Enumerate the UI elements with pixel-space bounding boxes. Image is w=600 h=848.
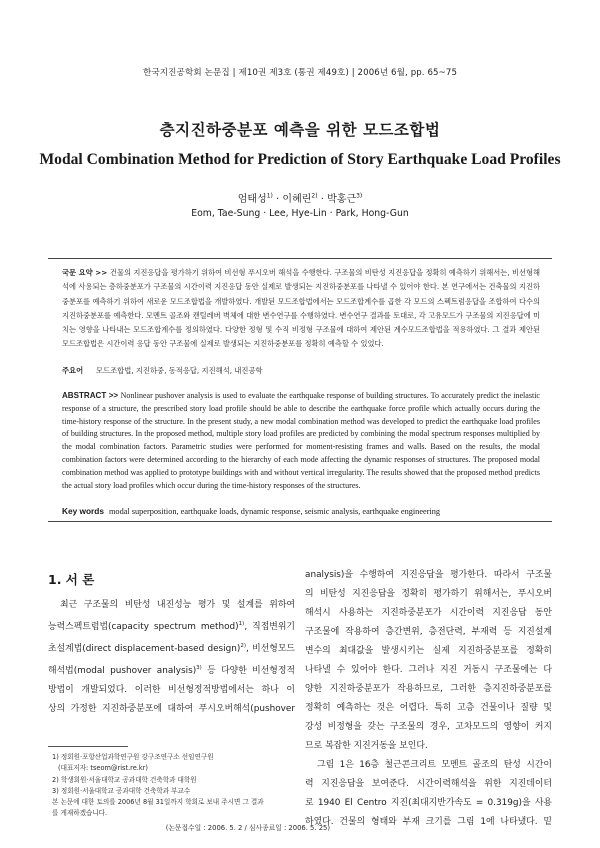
abstract-korean-lead: 국문 요약 >>: [62, 268, 110, 277]
keywords-korean-lead: 주요어: [62, 366, 84, 375]
body-column-right: [305, 566, 552, 832]
body-line: 양한 지진하중분포가 작용하므로, 그러한 층지진하중분포를: [305, 684, 552, 694]
body-line: 력 지진응답을 보여준다. 시간이력해석을 위한 지진데이터: [305, 779, 552, 789]
keywords-korean-text: 모드조합법, 지진하중, 동적응답, 지진해석, 내진공학: [96, 366, 263, 375]
citation-mark: 1): [238, 621, 245, 627]
body-line: 최근 구조물의 비탄성 내진성능 평가 및 설계를 위하여: [60, 600, 295, 610]
footnotes: [52, 752, 297, 820]
body-line: 능력스펙트럼법(capacity spectrum method)$^{1)}$, 직접변위기: [48, 621, 295, 632]
keywords-korean: [62, 366, 540, 376]
body-column-left: [48, 596, 295, 719]
footnote-line: 를 게재하겠습니다.: [52, 809, 108, 818]
body-line: 해석법(modal pushover analysis)$^{3)}$ 등 다양한 비선형정적: [48, 664, 295, 676]
paper-title-english: Modal Combination Method for Prediction of Story Earthquake Load Profiles: [39, 151, 561, 168]
citation-mark: 3): [196, 664, 202, 671]
author-mark: 2): [311, 192, 318, 200]
keywords-english-text: modal superposition, earthquake loads, dynamic response, seismic analysis, earthquake engineering: [108, 507, 441, 516]
received-dates: (논문접수일 : 2006. 5. 2 / 심사종료일 : 2006. 5. 25): [165, 824, 330, 832]
body-line: 상의 가정한 지진하중분포에 대하여 푸시오버해석(pushover: [48, 703, 295, 714]
keywords-english-lead: Key words: [62, 506, 104, 516]
abstract-korean-text: 건물의 지진응답을 평가하기 위하여 비선형 푸시오버 해석을 수행한다. 구조물의 비탄성 지진응답을 정확히 예측하기 위해서는, 비선형해석에 사용되는 층하중분포가 구조물의 시간이력 지진응답 동안 실제로 발생되는 지진하중분포를 나타낼 수 있어야 한다. 본 연구에서는 건축물의 지진하중분포를 예측하기 위하여 새로운 모드조합법을 개발하였다. 개발된 모드조합법에서는 모드조합계수를 곱한 각 모드의 스펙트럼응답을 조합하여 다수의 지진하중분포를 예측한다. 모멘트 골조와 캔틸레버 벽체에 대한 변수연구를 수행하였다. 변수연구 결과를 토대로, 각 고유모드가 구조물의 지진응답에 미치는 영향을 나타내는 모드조합계수를 정의하였다. 다양한 정형 및 수직 비정형 구조물에 대하여 제안된 계수모드조합법을 적용하였다. 그 결과 제안된 모드조합법은 시간이력 응답 동안 구조물에 실제로 발생되는 지진하중분포를 정확히 예측할 수 있었다.: [62, 268, 541, 349]
footnote-line: 본 논문에 대한 토의를 2006년 8월 31일까지 학회로 보내 주시면 그 결과: [52, 798, 264, 807]
abstract-korean: [62, 266, 540, 352]
footnote-rule: [48, 746, 128, 747]
journal-header: 한국지진공학회 논문집 | 제10권 제3호 (통권 제49호) | 2006년 6월, pp. 65~75: [142, 68, 458, 78]
body-line: 정확히 예측하는 것은 어렵다. 특히 고층 건물이나 질량 및: [305, 703, 552, 713]
abstract-english-lead: ABSTRACT >>: [62, 391, 121, 400]
author-name: 박홍근: [327, 194, 357, 205]
body-line: 하였다. 건물의 형태와 부재 크기를 그림 1에 나타냈다. 밑: [305, 817, 552, 827]
body-line: 강성 비정형을 갖는 구조물의 경우, 고차모드의 영향이 커지: [305, 722, 552, 732]
body-line: 나타낼 수 있어야 한다. 그러나 지진 거동시 구조물에는 다: [305, 665, 552, 675]
body-line: 의 비탄성 지진응답을 정확히 평가하기 위해서는, 푸시오버: [305, 589, 552, 599]
body-line: 므로 복잡한 지진거동을 보인다.: [305, 741, 428, 751]
footnote-line: 1) 정회원·포항산업과학연구원 강구조연구소 선임연구원: [52, 753, 214, 761]
author-mark: 3): [356, 192, 363, 200]
footnote-line: 2) 학생회원·서울대학교 공과대학 건축학과 대학원: [52, 775, 197, 784]
author-separator: ·: [317, 194, 328, 205]
author-name: 이혜린: [282, 194, 312, 205]
keywords-english: [62, 506, 540, 516]
body-line: 초설계법(direct displacement-based design)$^{2)}$, 비선형모드: [48, 642, 295, 654]
body-line: 변수의 최대값을 발생시키는 실제 지진하중분포를 정확히: [305, 646, 552, 656]
body-line: 방법이 개발되었다. 이러한 비선형정적방법에서는 하나 이: [48, 684, 295, 695]
paper-title-korean: 층지진하중분포 예측을 위한 모드조합법: [159, 121, 441, 139]
authors-korean: [0, 190, 600, 205]
footnote-line: (대표저자: tseom@rist.re.kr): [58, 764, 148, 773]
author-separator: ·: [272, 194, 283, 205]
body-line: analysis)을 수행하여 지진응답을 평가한다. 따라서 구조물: [305, 570, 552, 580]
section-heading-introduction: 1. 서 론: [48, 572, 95, 587]
citation-mark: 2): [240, 642, 247, 649]
body-line: 구조물에 작용하여 층간변위, 층전단력, 부재력 등 지진설계: [305, 627, 552, 637]
author-mark: 1): [266, 192, 273, 200]
footnote-line: 3) 정회원·서울대학교 공과대학 건축학과 부교수: [52, 786, 191, 795]
body-line: 그림 1은 16층 철근콘크리트 모멘트 골조의 탄성 시간이: [317, 760, 552, 770]
abstract-english-text: Nonlinear pushover analysis is used to evaluate the earthquake response of building structures. To accurately predict the inelastic response of a structure, the prescribed story load profile should be able to describe the earthquake force profile which actually occurs during the time-history response of the structure. In the present study, a new modal combination method was developed to predict the earthquake load profiles of building structures. In the proposed method, multiple story load profiles are predicted by combining the modal spectrum responses multiplied by the modal combination factors. Parametric studies were performed for moment-resisting frames and walls. Based on the results, the modal combination factors were determined according to the hierarchy of each mode affecting the dynamic responses of structures. The proposed modal combination method was applied to prototype buildings with and without vertical irregularity. The results showed that the proposed method predicts the actual story load profiles which occur during the time-history responses of the structures.: [62, 391, 541, 490]
body-line: 해석시 사용하는 지진하중분포가 시간이력 지진응답 동안: [305, 608, 552, 618]
abstract-english: [62, 390, 540, 492]
body-line: 로 1940 El Centro 지진(최대지반가속도 = 0.319g)을 사용: [305, 798, 552, 808]
author-name: 엄태성: [237, 194, 267, 205]
authors-english: Eom, Tae-Sung · Lee, Hye-Lin · Park, Hong-Gun: [191, 208, 409, 219]
